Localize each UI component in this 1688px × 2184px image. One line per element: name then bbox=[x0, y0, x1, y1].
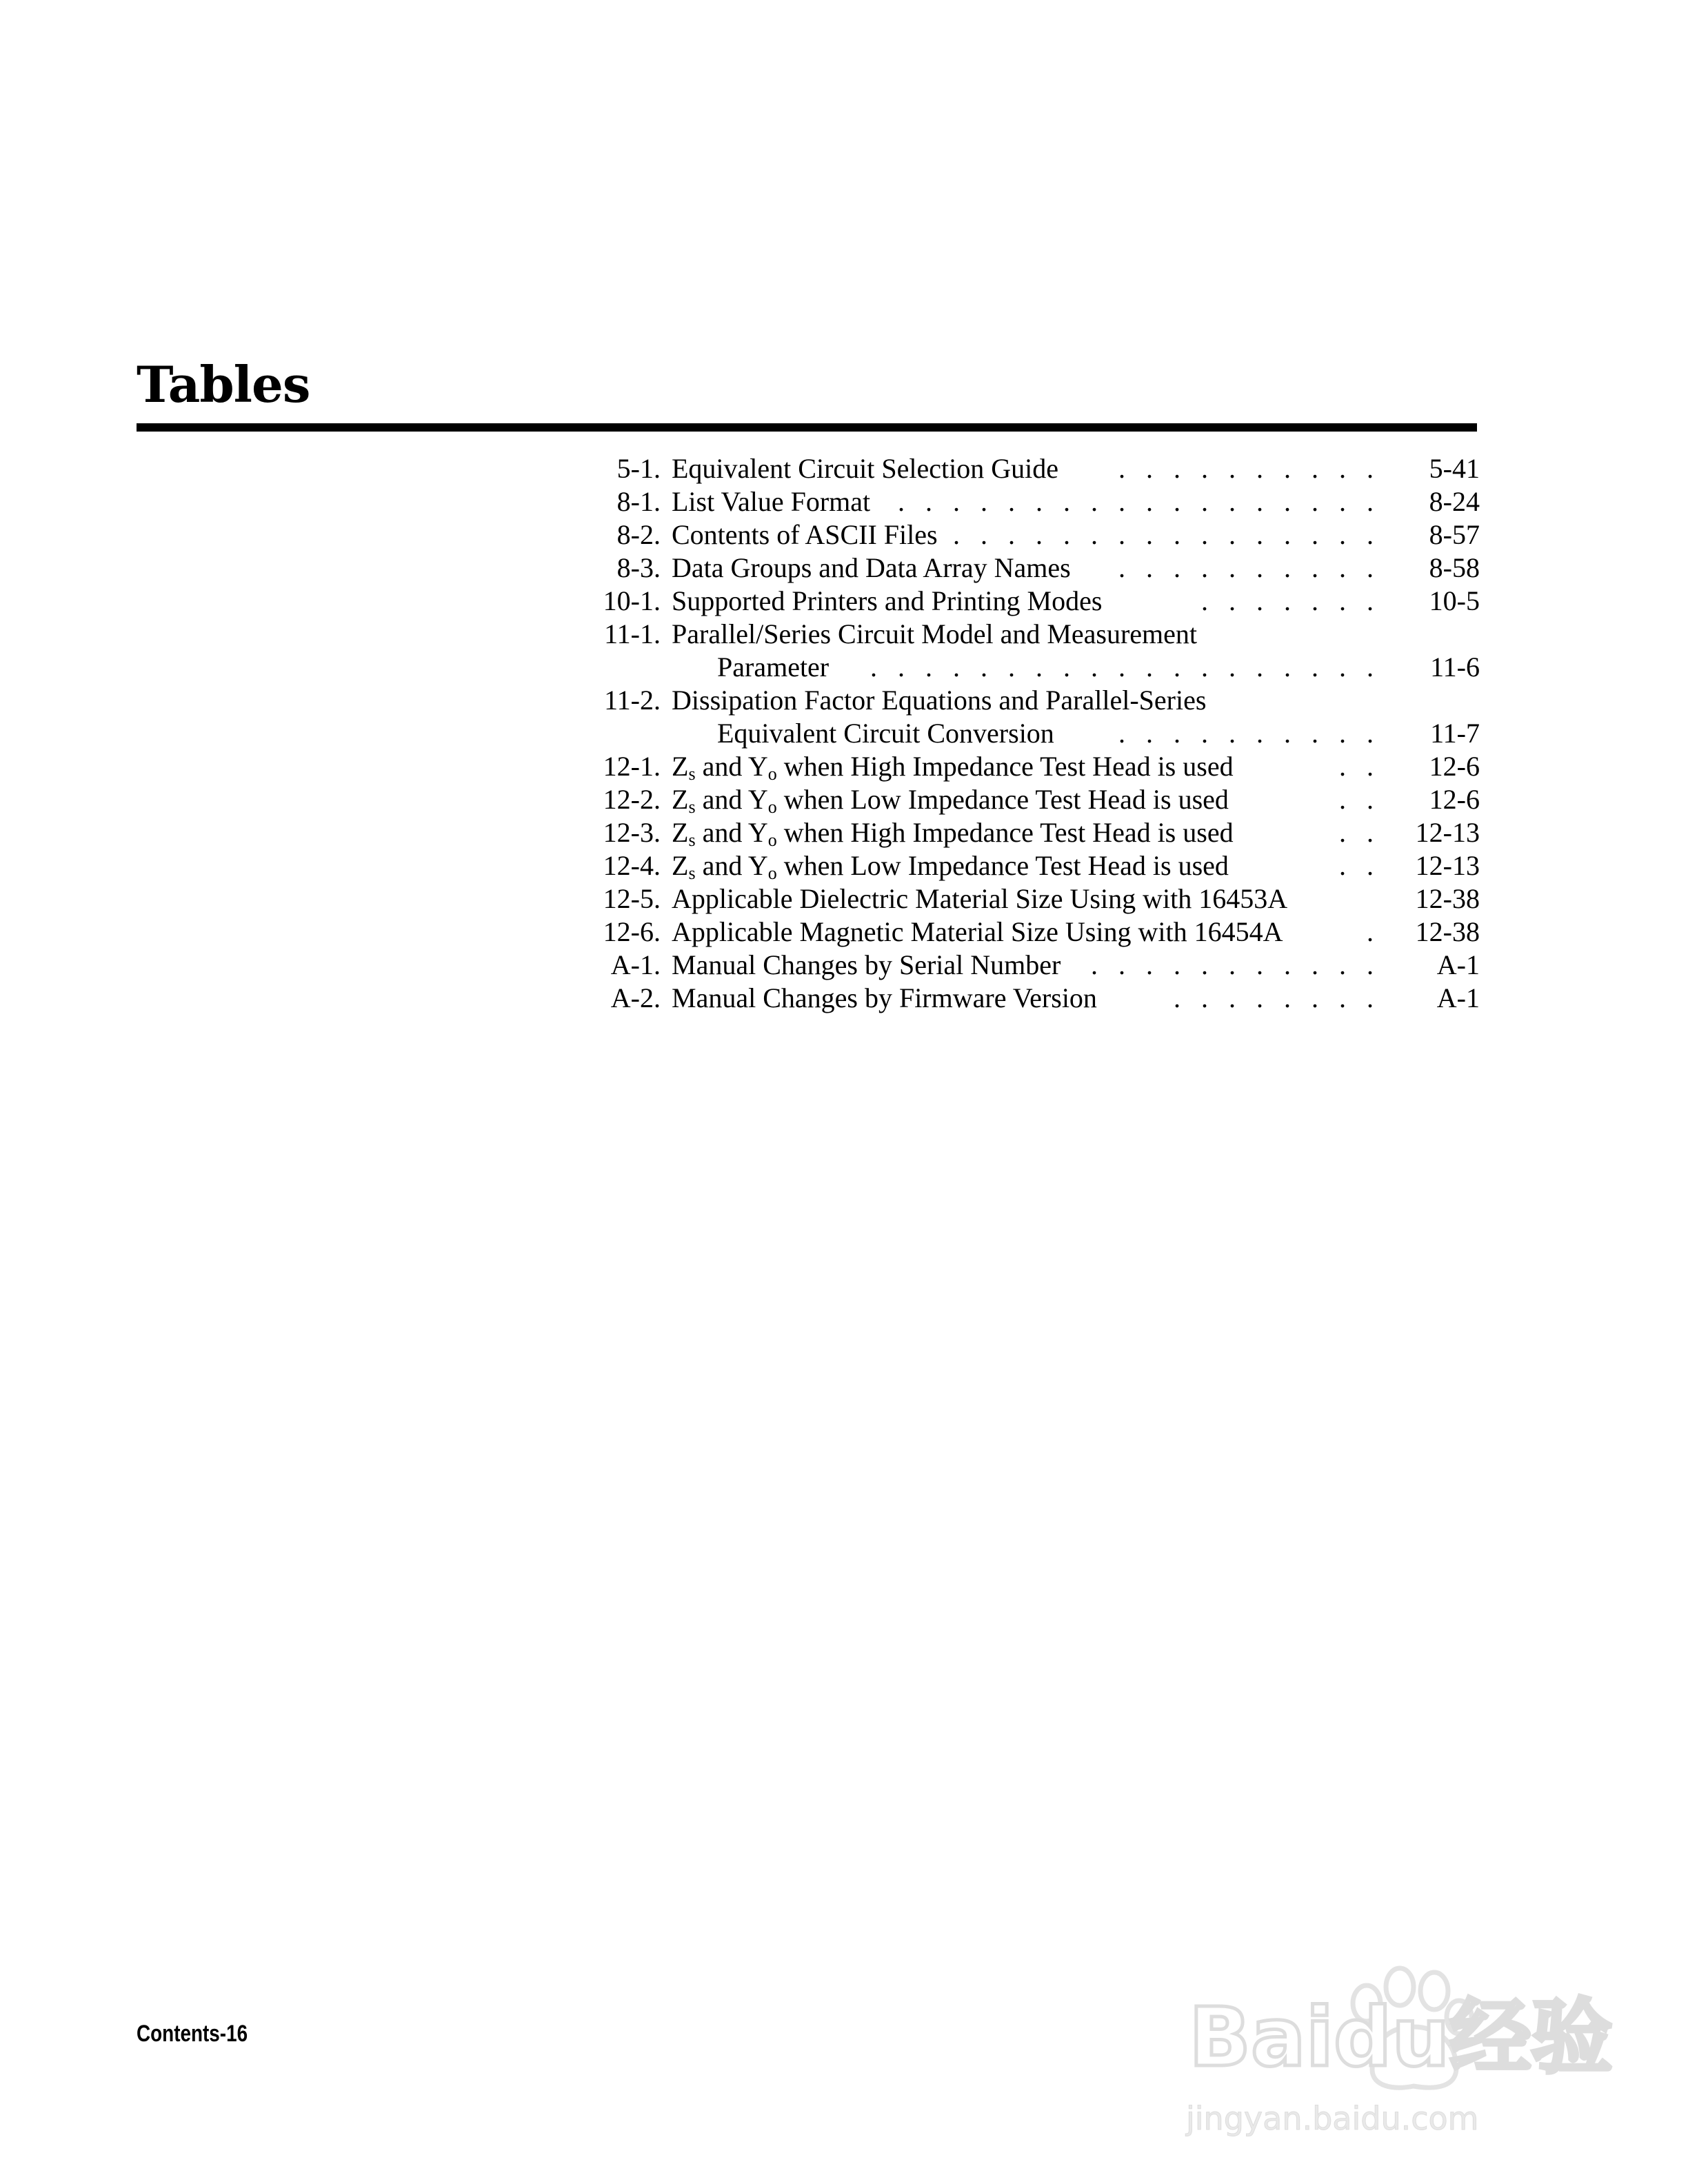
toc-row[interactable] bbox=[586, 684, 1480, 717]
table-number: 12-2. bbox=[603, 784, 661, 815]
symbol-y: Y bbox=[747, 850, 768, 881]
dot-leader: . . . . . . . . . . . bbox=[1091, 949, 1380, 980]
symbol-z: Z bbox=[672, 784, 689, 815]
table-number: 12-4. bbox=[603, 850, 661, 881]
table-title: Dissipation Factor Equations and Parallel-Series bbox=[672, 685, 1207, 716]
symbol-z: Z bbox=[672, 751, 689, 782]
table-title: Contents of ASCII Files bbox=[672, 519, 938, 550]
page-reference: 8-57 bbox=[1429, 519, 1480, 550]
toc-row[interactable] bbox=[586, 518, 1480, 552]
word-and: and bbox=[702, 850, 743, 881]
toc-row[interactable] bbox=[586, 585, 1480, 618]
subscript-s: s bbox=[688, 764, 696, 784]
toc-row-continuation[interactable] bbox=[586, 651, 1480, 684]
dot-leader: . . . . . . . . . . bbox=[1118, 718, 1380, 749]
baidu-logo bbox=[1186, 1983, 1613, 2100]
subscript-s: s bbox=[688, 863, 696, 883]
dot-leader: . . . . . . . . . . bbox=[1118, 453, 1380, 484]
table-title: Parallel/Series Circuit Model and Measurement bbox=[672, 618, 1198, 649]
symbol-y: Y bbox=[747, 751, 768, 782]
dot-leader: . . . . . . . . . . . . . . . . bbox=[953, 519, 1380, 550]
table-number: 8-2. bbox=[616, 519, 661, 550]
dot-leader: . . bbox=[1339, 784, 1380, 815]
toc-row[interactable] bbox=[586, 783, 1480, 816]
subscript-o: o bbox=[767, 830, 777, 850]
table-number: 11-1. bbox=[604, 618, 661, 649]
word-and: and bbox=[702, 751, 743, 782]
toc-row[interactable] bbox=[586, 485, 1480, 518]
page-reference: 11-6 bbox=[1430, 651, 1480, 682]
page-reference: 12-13 bbox=[1415, 850, 1480, 881]
table-number: 8-3. bbox=[616, 552, 661, 583]
title-rest: when Low Impedance Test Head is used bbox=[783, 784, 1229, 815]
subscript-o: o bbox=[767, 863, 777, 883]
page-reference: 12-38 bbox=[1415, 916, 1480, 947]
watermark-url: jingyan.baidu.com bbox=[1186, 2100, 1479, 2137]
subscript-o: o bbox=[767, 764, 777, 784]
toc-row[interactable] bbox=[586, 552, 1480, 585]
symbol-y: Y bbox=[747, 817, 768, 848]
page-title: Tables bbox=[137, 355, 310, 414]
toc-row[interactable] bbox=[586, 452, 1480, 485]
table-title: Applicable Magnetic Material Size Using with 16454A bbox=[672, 916, 1283, 947]
page-reference: A-1 bbox=[1436, 949, 1480, 980]
table-number: A-2. bbox=[610, 982, 661, 1013]
table-title: Data Groups and Data Array Names bbox=[672, 552, 1071, 583]
toc-row[interactable] bbox=[586, 882, 1480, 916]
table-title: Supported Printers and Printing Modes bbox=[672, 585, 1103, 616]
toc-row[interactable] bbox=[586, 949, 1480, 982]
dot-leader: . . . . . . . bbox=[1201, 585, 1380, 616]
title-rest: when High Impedance Test Head is used bbox=[783, 751, 1234, 782]
table-number: A-1. bbox=[610, 949, 661, 980]
page-footer-label: Contents-16 bbox=[137, 2021, 248, 2047]
page-reference: 12-6 bbox=[1429, 751, 1480, 782]
dot-leader: . . bbox=[1339, 751, 1380, 782]
table-number: 12-3. bbox=[603, 817, 661, 848]
baidu-watermark bbox=[1186, 1900, 1613, 2176]
page-reference: 10-5 bbox=[1429, 585, 1480, 616]
dot-leader: . . bbox=[1339, 850, 1380, 881]
page-reference: 12-13 bbox=[1415, 817, 1480, 848]
title-rule bbox=[137, 423, 1477, 432]
title-rest: when Low Impedance Test Head is used bbox=[783, 850, 1229, 881]
table-number: 12-5. bbox=[603, 883, 661, 914]
subscript-o: o bbox=[767, 797, 777, 817]
dot-leader: . . bbox=[1339, 817, 1380, 848]
page-reference: 11-7 bbox=[1430, 718, 1480, 749]
table-number: 5-1. bbox=[616, 453, 661, 484]
dot-leader: . . . . . . . . . . . . . . . . . . . bbox=[870, 651, 1380, 682]
dot-leader: . bbox=[1367, 916, 1380, 947]
table-number: 8-1. bbox=[616, 486, 661, 517]
table-title: Applicable Dielectric Material Size Using with 16453A bbox=[672, 883, 1288, 914]
toc-row[interactable] bbox=[586, 849, 1480, 882]
symbol-z: Z bbox=[672, 817, 689, 848]
page-reference: 8-58 bbox=[1429, 552, 1480, 583]
table-number: 12-1. bbox=[603, 751, 661, 782]
page-reference: 12-38 bbox=[1415, 883, 1480, 914]
toc-row[interactable] bbox=[586, 816, 1480, 849]
page-reference: 8-24 bbox=[1429, 486, 1480, 517]
table-number: 10-1. bbox=[603, 585, 661, 616]
toc-row[interactable] bbox=[586, 916, 1480, 949]
word-and: and bbox=[702, 817, 743, 848]
table-title: Equivalent Circuit Selection Guide bbox=[672, 453, 1058, 484]
page-reference: 5-41 bbox=[1429, 453, 1480, 484]
table-title: Manual Changes by Serial Number bbox=[672, 949, 1061, 980]
subscript-s: s bbox=[688, 797, 696, 817]
symbol-y: Y bbox=[747, 784, 768, 815]
dot-leader: . . . . . . . . bbox=[1174, 982, 1380, 1013]
page-reference: A-1 bbox=[1436, 982, 1480, 1013]
toc-row[interactable] bbox=[586, 618, 1480, 651]
table-title-continuation: Parameter bbox=[717, 651, 830, 682]
dot-leader: . . . . . . . . . . bbox=[1118, 552, 1380, 583]
table-number: 11-2. bbox=[604, 685, 661, 716]
toc-row-continuation[interactable] bbox=[586, 717, 1480, 750]
table-title: List Value Format bbox=[672, 486, 871, 517]
title-rest: when High Impedance Test Head is used bbox=[783, 817, 1234, 848]
table-title: Manual Changes by Firmware Version bbox=[672, 982, 1097, 1013]
table-number: 12-6. bbox=[603, 916, 661, 947]
symbol-z: Z bbox=[672, 850, 689, 881]
toc-row[interactable] bbox=[586, 750, 1480, 783]
baidu-logo-text: Baidu经验 bbox=[1189, 1990, 1613, 2085]
page-reference: 12-6 bbox=[1429, 784, 1480, 815]
toc-row[interactable] bbox=[586, 982, 1480, 1015]
word-and: and bbox=[702, 784, 743, 815]
dot-leader: . . . . . . . . . . . . . . . . . . bbox=[898, 486, 1380, 517]
subscript-s: s bbox=[688, 830, 696, 850]
tables-list bbox=[586, 452, 1480, 1015]
table-title-continuation: Equivalent Circuit Conversion bbox=[717, 718, 1054, 749]
